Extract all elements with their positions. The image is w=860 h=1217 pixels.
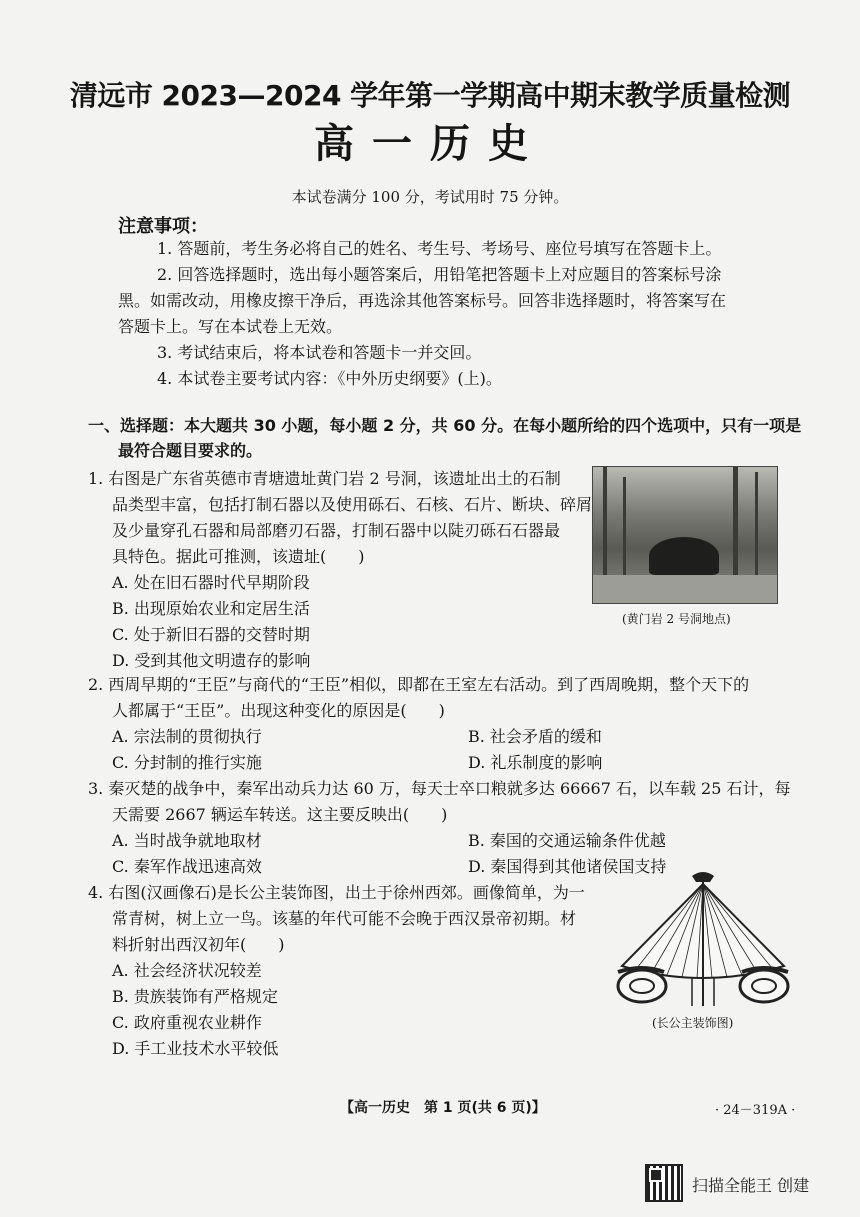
question-4-text: 常青树，树上立一鸟。该墓的年代可能不会晚于西汉景帝初期。材	[112, 909, 577, 928]
question-1-option-d: D. 受到其他文明遗存的影响	[112, 651, 311, 670]
question-1-option-b: B. 出现原始农业和定居生活	[112, 599, 310, 618]
photo-caption: (黄门岩 2 号洞地点)	[622, 612, 731, 626]
question-1-text: 1. 右图是广东省英德市青塘遗址黄门岩 2 号洞，该遗址出土的石制	[88, 469, 561, 488]
question-2-option-b: B. 社会矛盾的缓和	[468, 727, 602, 746]
note-line: 2. 回答选择题时，选出每小题答案后，用铅笔把答题卡上对应题目的答案标号涂	[157, 265, 722, 284]
note-line: 3. 考试结束后，将本试卷和答题卡一并交回。	[157, 343, 482, 362]
notes-heading: 注意事项：	[118, 216, 208, 237]
exam-code: · 24－319A ·	[715, 1103, 796, 1118]
question-3-option-c: C. 秦军作战迅速高效	[112, 857, 262, 876]
question-1-option-c: C. 处于新旧石器的交替时期	[112, 625, 310, 644]
page-footer: 【高一历史 第 1 页(共 6 页)】	[340, 1100, 546, 1116]
princess-decoration-figure	[612, 868, 794, 1008]
question-1-text: 及少量穿孔石器和局部磨刃石器，打制石器中以陡刃砾石石器最	[112, 521, 561, 540]
note-line: 1. 答题前，考生务必将自己的姓名、考生号、考场号、座位号填写在答题卡上。	[157, 239, 722, 258]
question-4-option-b: B. 贵族装饰有严格规定	[112, 987, 278, 1006]
note-line: 答题卡上。写在本试卷上无效。	[118, 317, 343, 336]
qr-code-icon	[645, 1164, 683, 1202]
question-3-option-a: A. 当时战争就地取材	[112, 831, 262, 850]
question-1-option-a: A. 处在旧石器时代早期阶段	[112, 573, 310, 592]
exam-title: 清远市 2023—2024 学年第一学期高中期末教学质量检测	[69, 79, 791, 112]
scanner-watermark: 扫描全能王 创建	[692, 1176, 810, 1195]
question-3-text: 天需要 2667 辆运车转送。这主要反映出( )	[112, 805, 448, 824]
note-line: 黑。如需改动，用橡皮擦干净后，再选涂其他答案标号。回答非选择题时，将答案写在	[118, 291, 727, 310]
question-4-option-d: D. 手工业技术水平较低	[112, 1039, 279, 1058]
figure-caption: (长公主装饰图)	[652, 1016, 734, 1030]
section-heading-cont: 最符合题目要求的。	[118, 441, 263, 460]
question-4-text: 4. 右图(汉画像石)是长公主装饰图，出土于徐州西郊。画像简单，为一	[88, 883, 585, 902]
question-3-text: 3. 秦灭楚的战争中，秦军出动兵力达 60 万，每天士卒口粮就多达 66667 石，以车载 25 石计，每	[88, 779, 791, 798]
question-2-text: 2. 西周早期的“王臣”与商代的“王臣”相似，即都在王室左右活动。到了西周晚期，整个天下的	[88, 675, 750, 694]
question-1-text: 具特色。据此可推测，该遗址( )	[112, 547, 365, 566]
exam-info: 本试卷满分 100 分，考试用时 75 分钟。	[291, 188, 569, 206]
cave-site-photo	[592, 466, 778, 604]
question-4-text: 料折射出西汉初年( )	[112, 935, 285, 954]
question-2-option-c: C. 分封制的推行实施	[112, 753, 262, 772]
note-line: 4. 本试卷主要考试内容：《中外历史纲要》(上)。	[157, 369, 502, 388]
question-4-option-a: A. 社会经济状况较差	[112, 961, 262, 980]
question-2-text: 人都属于“王臣”。出现这种变化的原因是( )	[112, 701, 445, 720]
subject-title: 高一历史	[314, 121, 546, 167]
section-heading: 一、选择题：本大题共 30 小题，每小题 2 分，共 60 分。在每小题所给的四个选项中，只有一项是	[88, 416, 802, 435]
question-2-option-a: A. 宗法制的贯彻执行	[112, 727, 262, 746]
question-2-option-d: D. 礼乐制度的影响	[468, 753, 603, 772]
question-3-option-d: D. 秦国得到其他诸侯国支持	[468, 857, 667, 876]
question-4-option-c: C. 政府重视农业耕作	[112, 1013, 262, 1032]
question-3-option-b: B. 秦国的交通运输条件优越	[468, 831, 666, 850]
question-1-text: 品类型丰富，包括打制石器以及使用砾石、石核、石片、断块、碎屑	[112, 495, 593, 514]
